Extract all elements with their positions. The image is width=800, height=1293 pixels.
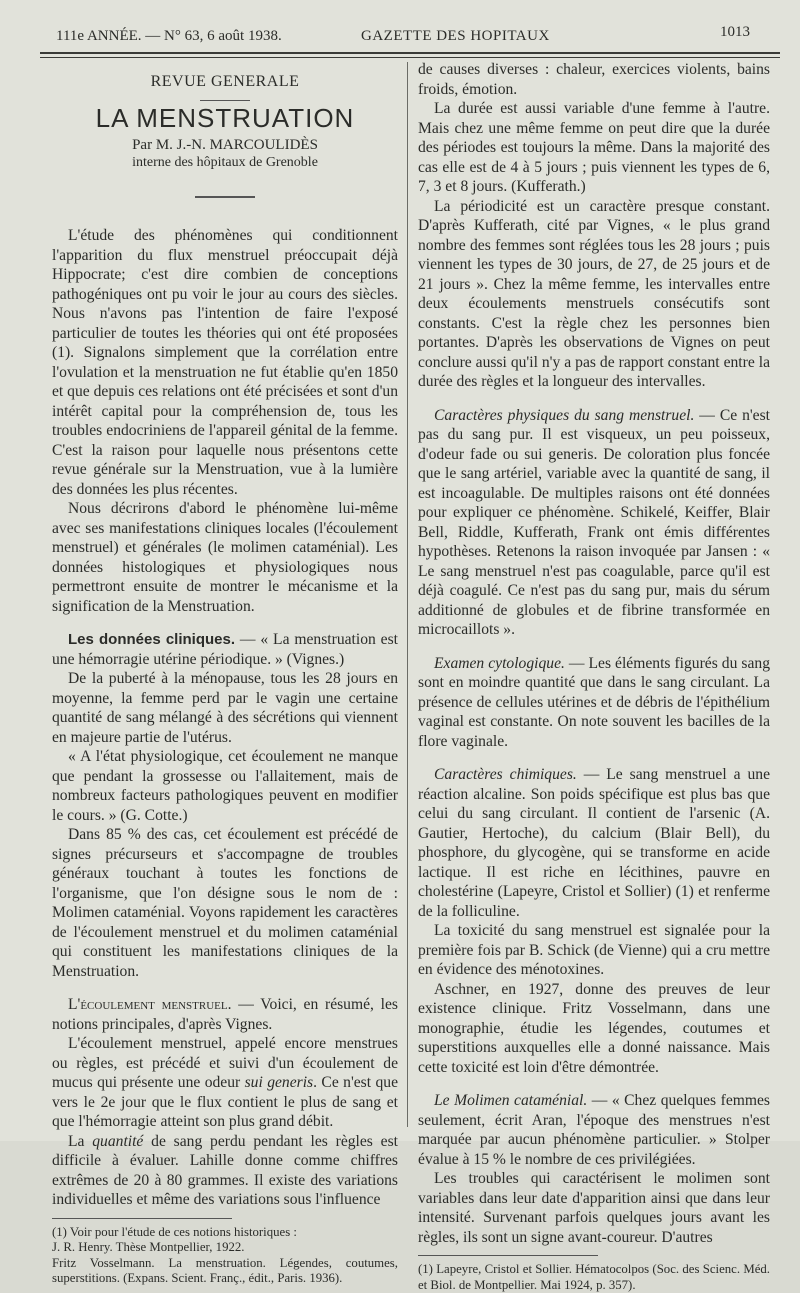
paragraph <box>52 995 398 1034</box>
paragraph-text: — Les éléments figurés du sang sont en moindre quantité que dans le sang circulant. La présence de cellules utérines et de débris de l'épithélium vaginal est constante. On note souvent les bacilles de la flore vaginale. <box>418 654 771 750</box>
paragraph-text: — « Chez quelques femmes seulement, écrit Aran, l'époque des menstrues n'est marquée par aucun phénomène particulier. » Stolper évalue à 15 % le nombre de ces privilégiées. <box>418 1092 770 1168</box>
paragraph: L'étude des phénomènes qui conditionnent l'apparition du flux menstruel préoccupait déjà Hippocrate; c'est dire combien de conceptions pathogéniques ont pu voir le jour au cours des siècles. Nous n'avons pas l'intention de faire l'exposé particulier de toutes les théories qui ont été proposées (1). Signalons simplement que la corrélation entre l'ovulation et la menstruation ne fut établie qu'en 1850 et que depuis ces relations ont été précisées et sont d'un intérêt capital pour la compréhension de, tous les troubles endocriniens de l'appareil génital de la femme. C'est la raison pour laquelle nous présentons cette revue générale sur la Menstruation, vue à la lumière des données les plus récentes. <box>52 227 398 498</box>
article-title: LA MENSTRUATION <box>95 102 355 133</box>
paragraph <box>52 1034 398 1132</box>
paragraph: De la puberté à la ménopause, tous les 28 jours en moyenne, la femme perd par le vagin une certaine quantité de sang mélangé à des sécrétions qui viennent en majeure partie de l'utérus. <box>52 670 398 746</box>
footnote: (1) Voir pour l'étude de ces notions historiques : <box>52 1224 297 1239</box>
section-heading: Caractères physiques du sang menstruel. <box>434 406 695 424</box>
paragraph: Dans 85 % des cas, cet écoulement est précédé de signes précurseurs et s'accompagne de troubles généraux touchant à toutes les fonctions de l'organisme, que l'on désigne sous le nom de : Molimen cataménial. Voyons rapidement les caractères de l'écoulement menstruel et du molimen cataménial qui constituent les manifestations cliniques de la Menstruation. <box>52 826 398 980</box>
paragraph: Nous décrirons d'abord le phénomène lui-même avec ses manifestations cliniques locales (l'écoulement menstruel) et générales (le molimen cataménial). Les données histologiques et physiologiques nous permettront ensuite de montrer le mécanisme et la signification de la Menstruation. <box>52 500 398 615</box>
footnote: (1) Lapeyre, Cristol et Sollier. Hématocolpos (Soc. des Scienc. Méd. et Biol. de Montpellier. Mai 1924, p. 357). <box>418 1262 770 1292</box>
paragraph: « A l'état physiologique, cet écoulement ne manque que pendant la grossesse ou l'allaitement, mais de nombreux facteurs pathologiques peuvent en modifier le cours. » (G. Cotte.) <box>52 748 398 824</box>
paragraph <box>52 630 398 669</box>
author-role: interne des hôpitaux de Grenoble <box>132 155 318 170</box>
section-heading: Le Molimen cataménial. <box>434 1092 588 1109</box>
section-heading: L'écoulement menstruel. <box>68 996 232 1013</box>
paragraph: Les troubles qui caractérisent le molimen sont variables dans leur date d'apparition ainsi que dans leur intensité. Survenant parfois quelques jours avant les règles, ils sont un signe avant-coureur. D'autres <box>418 1170 770 1246</box>
footnote-rule <box>52 1218 232 1219</box>
footnote: Fritz Vosselmann. La menstruation. Légendes, coutumes, superstitions. (Expans. Scient. Franç., édit., Paris. 1936). <box>52 1255 398 1285</box>
section-heading: Les données cliniques. <box>68 631 236 648</box>
right-column <box>418 60 770 1293</box>
paragraph-text: quantité <box>92 1132 144 1150</box>
paragraph <box>52 1132 398 1210</box>
paragraph: La toxicité du sang menstruel est signalée pour la première fois par B. Schick (de Vienne) qui a cru mettre en évidence des ménotoxines. <box>418 922 770 978</box>
paragraph-text: L'écoulement menstruel, appelé encore menstrues ou règles, est précédé et suivi d'un écoulement de mucus qui présente une odeur <box>52 1035 398 1091</box>
article-author: Par M. J.-N. MARCOULIDÈS <box>132 137 318 153</box>
section-heading: Examen cytologique. <box>434 654 565 672</box>
paragraph-text: La <box>68 1132 93 1150</box>
footnote-rule <box>418 1255 598 1256</box>
paragraph <box>418 406 770 640</box>
paragraph-text: sui generis <box>244 1074 314 1091</box>
section-rubric: REVUE GENERALE <box>150 73 300 90</box>
paragraph-text: . Ce n'est que vers le 2e jour que le flux contient le plus de sang et que l'hémorragie atteint son plus grand débit. <box>52 1074 398 1130</box>
paragraph: de causes diverses : chaleur, exercices violents, bains froids, émotion. <box>418 61 770 98</box>
paragraph-text: — Ce n'est pas du sang pur. Il est visqueux, un peu poisseux, d'odeur fade ou sui generis. De coloration plus foncée que le sang artériel, variable avec la quantité de sang, il est incoagulable. De multiples raisons ont été données pour expliquer ce phénomène. Schikelé, Keiffer, Blair Bell, Riddle, Kufferath, Frank ont émis différentes hypothèses. Retenons la raison invoquée par Jansen : « Le sang menstruel n'est pas coagulable, parce qu'il est déjà coagulé. Ce n'est pas du sang pur, mais du sérum additionné de globules et de fibrine transformée en microcaillots ». <box>418 406 770 638</box>
left-column <box>52 60 398 1287</box>
header-rule <box>40 52 780 58</box>
section-heading: Caractères chimiques. <box>434 766 577 783</box>
paragraph-text: — « La menstruation est une hémorragie utérine périodique. » (Vignes.) <box>52 631 398 668</box>
page-number: 1013 <box>720 24 750 40</box>
issue-info: 111e ANNÉE. — N° 63, 6 août 1938. <box>56 28 282 44</box>
footnote: J. R. Henry. Thèse Montpellier, 1922. <box>52 1240 245 1254</box>
paragraph-text: — Voici, en résumé, les notions principales, d'après Vignes. <box>52 996 398 1033</box>
paragraph-text: — Le sang menstruel a une réaction alcaline. Son poids spécifique est plus bas que celui du sang circulant. Il contient de l'arsenic (A. Gautier, Hertoche), du calcium (Blair Bell), du phosphore, du glycogène, qui se transforme en acide lactique. Il est riche en lécithines, pauvre en cholestérine (Lapeyre, Cristol et Sollier) (1) et renferme de la folliculine. <box>418 766 770 920</box>
rubric-rule <box>200 100 250 101</box>
paragraph: La durée est aussi variable d'une femme à l'autre. Mais chez une même femme on peut dire que la durée des périodes est toujours la même. Dans la majorité des cas elle est de 4 à 5 jours ; puis viennent les types de 6, 7, 3 et 8 jours. (Kufferath.) <box>418 100 770 195</box>
journal-title: GAZETTE DES HOPITAUX <box>361 28 550 44</box>
title-rule <box>195 196 255 198</box>
paragraph-text: de sang perdu pendant les règles est difficile à évaluer. Lahille donne comme chiffres extrêmes de 20 à 80 grammes. Il existe des variations individuelles et même des variations sous l'influence <box>52 1132 398 1208</box>
paragraph: La périodicité est un caractère presque constant. D'après Kufferath, cité par Vignes, « le plus grand nombre des femmes sont réglées tous les 28 jours ; puis viennent les types de 30 jours, de 27, de 25 jours et de 21 jours ». Chez la même femme, les intervalles entre deux écoulements menstruels consécutifs sont constants. C'est la règle chez les personnes bien portantes. D'après les observations de Vignes on peut conclure aussi qu'il n'y a pas de rapport constant entre la durée des règles et la longueur des intervalles. <box>418 197 770 390</box>
paragraph <box>418 654 770 752</box>
running-header <box>56 24 780 50</box>
paragraph: Aschner, en 1927, donne des preuves de leur existence clinique. Fritz Vosselmann, dans une monographie, étudie les légendes, coutumes et superstitions auxquelles elle a donné naissance. Mais cette toxicité est loin d'être démontrée. <box>418 980 770 1076</box>
paragraph <box>418 765 770 921</box>
column-divider <box>407 62 408 1127</box>
paragraph <box>418 1091 770 1169</box>
